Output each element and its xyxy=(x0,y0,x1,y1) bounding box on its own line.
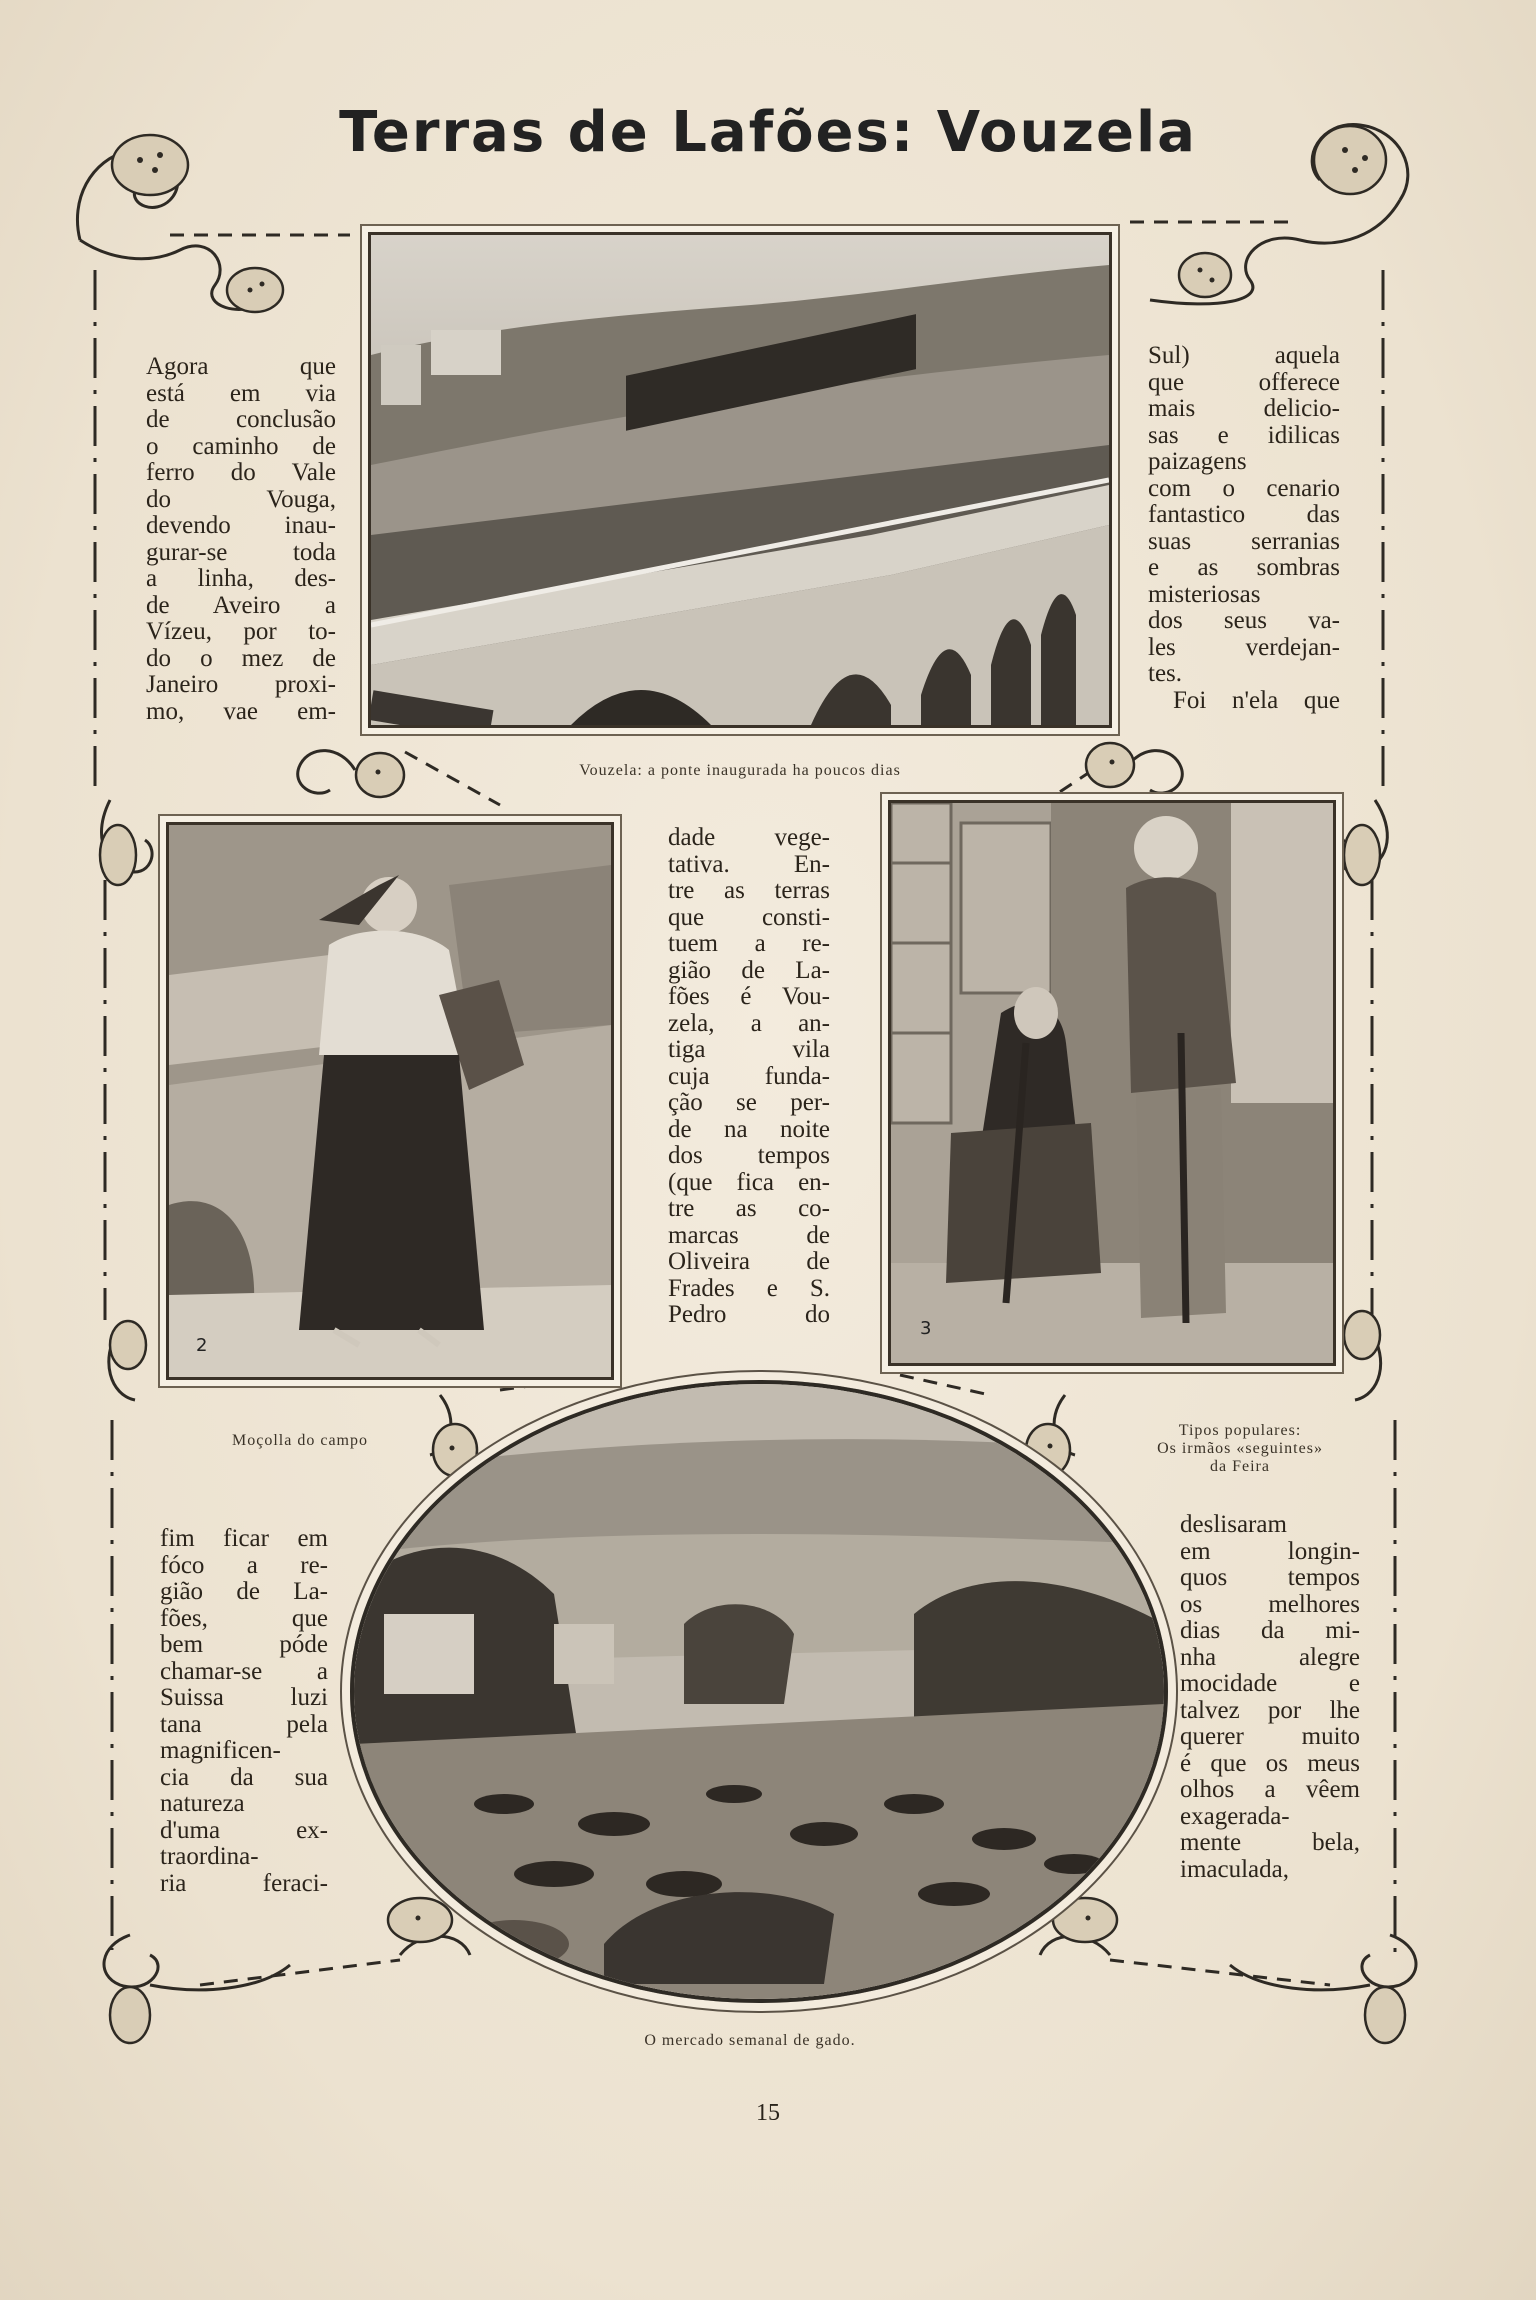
text-line: tes. xyxy=(1148,660,1183,687)
text-line: tuem a re- xyxy=(668,930,830,957)
siblings-photo-number: 3 xyxy=(920,1318,932,1339)
text-line: fim ficar em xyxy=(160,1525,328,1552)
text-line: está em via xyxy=(146,379,336,407)
text-line: (que fica en- xyxy=(668,1168,830,1196)
text-line: ria feraci- xyxy=(160,1869,328,1897)
text-line: gião de La- xyxy=(160,1578,328,1605)
text-line: o caminho de xyxy=(146,432,336,460)
text-line: dos seus va- xyxy=(1148,607,1340,634)
text-line: ção se per- xyxy=(668,1089,830,1116)
text-line: fóco a re- xyxy=(160,1551,328,1579)
types-caption-line-3: da Feira xyxy=(1210,1458,1270,1475)
text-line: dos tempos xyxy=(668,1142,830,1169)
text-line: d'uma ex- xyxy=(160,1816,328,1844)
text-line: magnificen- xyxy=(160,1737,281,1764)
page-title: Terras de Lafões: Vouzela xyxy=(339,100,1197,165)
text-line: dias da mi- xyxy=(1180,1617,1360,1644)
text-line: nha alegre xyxy=(1180,1643,1360,1671)
types-caption-line-1: Tipos populares: xyxy=(1178,1422,1302,1439)
text-line: e as sombras xyxy=(1148,554,1340,581)
text-column-bottom-left xyxy=(160,1526,328,1897)
text-line: Janeiro proxi- xyxy=(146,671,336,698)
text-line: tativa. En- xyxy=(668,850,830,878)
text-line: zela, a an- xyxy=(668,1009,830,1037)
text-line: que offerece xyxy=(1148,368,1340,396)
text-line: chamar-se a xyxy=(160,1657,328,1685)
text-line: Suissa luzi xyxy=(160,1684,328,1711)
bridge-caption: Vouzela: a ponte inaugurada ha poucos dias xyxy=(579,762,901,779)
text-line: Vízeu, por to- xyxy=(146,618,336,645)
text-line: paizagens xyxy=(1148,448,1247,475)
text-line: dade vege- xyxy=(668,824,830,851)
text-column-top-right xyxy=(1148,343,1340,714)
text-line: Pedro do xyxy=(668,1301,830,1328)
text-line: sas e idilicas xyxy=(1148,421,1340,449)
text-line: de conclusão xyxy=(146,406,336,433)
text-line: gurar-se toda xyxy=(146,538,336,566)
text-column-middle xyxy=(668,825,830,1329)
page-number: 15 xyxy=(756,2100,780,2126)
country-girl-photo xyxy=(166,822,614,1380)
text-line: marcas de xyxy=(668,1221,830,1249)
text-line: mente bela, xyxy=(1180,1829,1360,1856)
text-line: de na noite xyxy=(668,1115,830,1143)
text-line: de Aveiro a xyxy=(146,591,336,619)
text-line: les verdejan- xyxy=(1148,633,1340,661)
text-line: ferro do Vale xyxy=(146,459,336,486)
text-column-top-left xyxy=(146,354,336,725)
text-line: Oliveira de xyxy=(668,1248,830,1275)
text-line: Foi n'ela que xyxy=(1173,686,1340,714)
text-line: misteriosas xyxy=(1148,580,1261,608)
popular-types-photo xyxy=(888,800,1336,1366)
text-line: mo, vae em- xyxy=(146,697,336,725)
text-line: exagerada- xyxy=(1180,1802,1290,1830)
text-line: querer muito xyxy=(1180,1723,1360,1750)
text-line: Frades e S. xyxy=(668,1274,830,1302)
text-line: talvez por lhe xyxy=(1180,1696,1360,1724)
text-line: tana pela xyxy=(160,1710,328,1738)
text-line: bem póde xyxy=(160,1631,328,1658)
text-line: a linha, des- xyxy=(146,565,336,592)
text-line: fões, que xyxy=(160,1604,328,1632)
text-line: Agora que xyxy=(146,353,336,380)
text-line: fões é Vou- xyxy=(668,983,830,1010)
text-line: tiga vila xyxy=(668,1036,830,1063)
text-line: tre as terras xyxy=(668,877,830,904)
text-line: do o mez de xyxy=(146,644,336,672)
types-caption-line-2: Os irmãos «seguintes» xyxy=(1157,1440,1323,1457)
text-line: tre as co- xyxy=(668,1195,830,1222)
text-line: que consti- xyxy=(668,903,830,931)
girl-caption: Moçolla do campo xyxy=(232,1432,368,1449)
bridge-photo xyxy=(368,232,1112,728)
text-line: do Vouga, xyxy=(146,485,336,513)
text-line: os melhores xyxy=(1180,1590,1360,1618)
text-line: olhos a vêem xyxy=(1180,1776,1360,1803)
text-line: Sul) aquela xyxy=(1148,342,1340,369)
text-line: deslisaram xyxy=(1180,1511,1287,1538)
text-line: é que os meus xyxy=(1180,1749,1360,1777)
text-line: cia da sua xyxy=(160,1763,328,1791)
market-caption: O mercado semanal de gado. xyxy=(644,2032,856,2049)
text-line: cuja funda- xyxy=(668,1062,830,1090)
text-line: suas serranias xyxy=(1148,527,1340,555)
text-line: devendo inau- xyxy=(146,512,336,539)
text-line: gião de La- xyxy=(668,956,830,984)
girl-photo-number: 2 xyxy=(196,1335,208,1356)
text-line: imaculada, xyxy=(1180,1855,1289,1883)
text-line: em longin- xyxy=(1180,1537,1360,1565)
text-column-bottom-right xyxy=(1180,1512,1360,1883)
cattle-market-photo xyxy=(350,1380,1168,2003)
text-line: mocidade e xyxy=(1180,1670,1360,1697)
text-line: natureza xyxy=(160,1790,245,1817)
text-line: traordina- xyxy=(160,1843,259,1870)
text-line: quos tempos xyxy=(1180,1564,1360,1591)
text-line: com o cenario xyxy=(1148,474,1340,502)
text-line: mais delicio- xyxy=(1148,395,1340,422)
text-line: fantastico das xyxy=(1148,501,1340,528)
